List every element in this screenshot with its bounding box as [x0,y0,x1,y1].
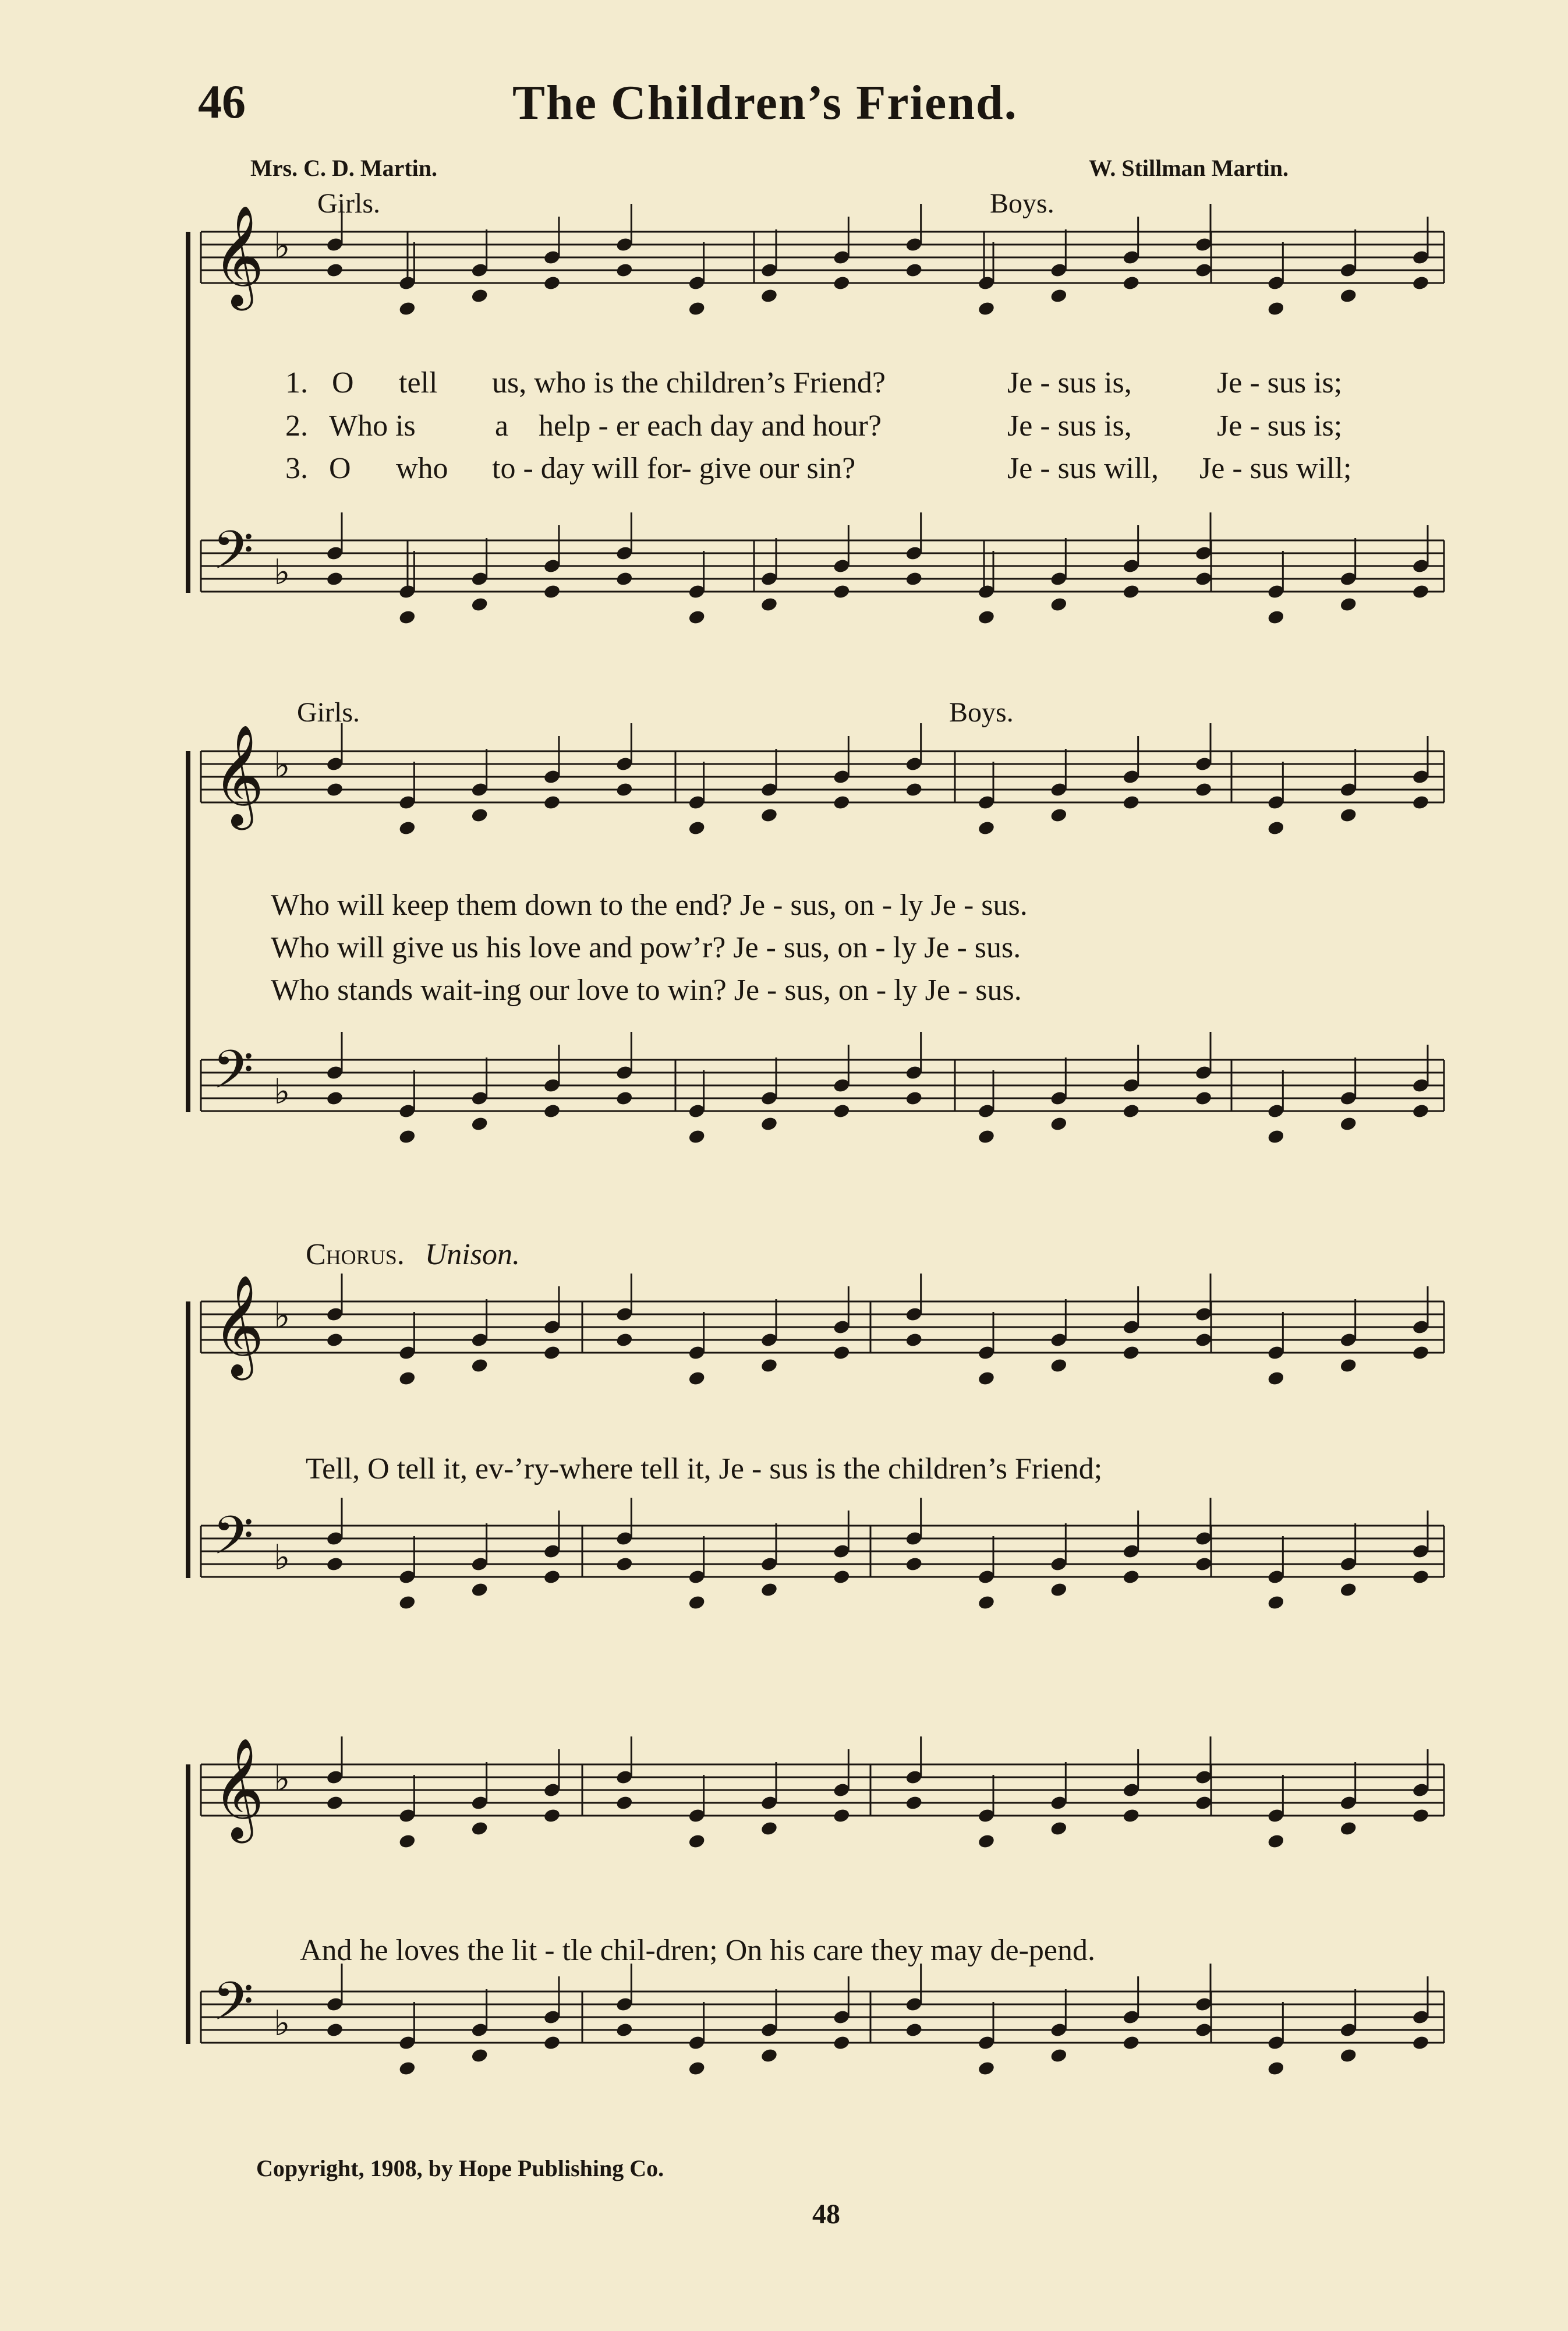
flat-icon: ♭ [274,2003,291,2044]
note-head [470,1820,489,1837]
note-head [615,781,633,798]
note-head [905,1090,923,1106]
note-head [977,820,995,836]
note-head [1411,1808,1429,1824]
part-label-girls-2: Girls. [297,697,360,728]
note-head [543,583,561,600]
note-head [543,2035,561,2051]
note-head [688,300,706,317]
note-head [543,1345,561,1361]
composer-credit: W. Stillman Martin. [1089,155,1289,181]
note-head [615,571,633,587]
note-head [1411,1103,1429,1119]
note-head [325,1090,344,1106]
note-head [1050,1582,1068,1598]
note-head [1267,609,1285,625]
note-head [977,2060,995,2077]
note-head [1411,275,1429,291]
note-head [760,807,778,823]
note-head [1194,1795,1212,1811]
note-head [977,1129,995,1145]
note-head [977,300,995,317]
part-label-girls: Girls. [317,188,380,219]
note-head [760,596,778,613]
note-head [1194,1556,1212,1572]
chorus-label: Chorus. [306,1238,405,1271]
note-head [398,1594,416,1611]
note-head [1050,1820,1068,1837]
note-head [398,300,416,317]
note-head [1122,1569,1140,1585]
note-head [1122,275,1140,291]
note-head [1339,807,1357,823]
note-head [1194,1090,1212,1106]
note-head [470,1582,489,1598]
footer-page-number: 48 [812,2199,840,2230]
note-head [1194,262,1212,278]
note-head [977,1594,995,1611]
note-head [1267,1594,1285,1611]
note-head [760,1820,778,1837]
note-head [1050,288,1068,304]
note-head [688,2060,706,2077]
note-head [470,807,489,823]
note-head [1194,571,1212,587]
note-head [1267,1129,1285,1145]
note-head [615,1795,633,1811]
note-head [688,820,706,836]
bass-clef-icon: 𝄢 [213,1039,254,1113]
treble-clef-icon: 𝄞 [213,724,264,826]
note-head [1122,1345,1140,1361]
note-head [325,1795,344,1811]
note-head [1411,1569,1429,1585]
note-head [760,1116,778,1132]
verse2-line-1: Who will keep them down to the end? Je - sus, on - ly Je - sus. [271,889,1028,922]
note-head [833,1103,851,1119]
note-head [1050,596,1068,613]
note-head [615,1556,633,1572]
note-head [1267,300,1285,317]
note-head [325,571,344,587]
note-head [760,288,778,304]
note-head [398,1370,416,1386]
note-head [470,596,489,613]
note-head [615,2022,633,2038]
note-head [1194,781,1212,798]
note-head [1194,1332,1212,1348]
note-head [470,288,489,304]
bass-clef-icon: 𝄢 [213,519,254,594]
note-head [398,2060,416,2077]
note-head [760,2047,778,2064]
note-head [905,2022,923,2038]
chorus-line-1: Tell, O tell it, ev-’ry-where tell it, Je - sus is the children’s Friend; [306,1452,1103,1485]
note-head [1050,1116,1068,1132]
note-head [615,1332,633,1348]
note-head [1411,583,1429,600]
note-head [543,1103,561,1119]
treble-clef-icon: 𝄞 [213,1738,264,1839]
note-head [1050,807,1068,823]
flat-icon: ♭ [274,226,291,267]
note-marks [188,204,1430,2077]
lyricist-credit: Mrs. C. D. Martin. [250,155,438,181]
note-head [1339,288,1357,304]
note-head [833,1569,851,1585]
note-head [833,794,851,811]
note-head [1122,2035,1140,2051]
note-head [905,262,923,278]
note-head [543,1808,561,1824]
bass-clef-icon: 𝄢 [213,1971,254,2045]
note-head [1122,794,1140,811]
note-head [615,262,633,278]
note-head [325,1556,344,1572]
note-head [833,275,851,291]
treble-clef-icon: 𝄞 [213,205,264,306]
note-head [905,1795,923,1811]
note-head [688,1833,706,1849]
note-head [1267,1833,1285,1849]
note-head [688,1129,706,1145]
chorus-line-2: And he loves the lit - tle chil-dren; On his care they may de-pend. [300,1934,1096,1967]
note-head [398,1833,416,1849]
note-head [1411,794,1429,811]
note-head [1267,820,1285,836]
hymn-title: The Children’s Friend. [512,76,1018,130]
flat-icon: ♭ [274,1759,291,1799]
staff-lines [201,232,1444,2043]
note-head [688,609,706,625]
note-head [1339,1116,1357,1132]
verse2-line-2: Who will give us his love and pow’r? Je - sus, on - ly Je - sus. [271,931,1021,964]
note-head [1122,583,1140,600]
note-head [1267,1370,1285,1386]
note-head [543,794,561,811]
copyright-notice: Copyright, 1908, by Hope Publishing Co. [256,2155,664,2181]
note-head [470,1116,489,1132]
note-head [977,609,995,625]
note-head [1122,1103,1140,1119]
part-label-boys-2: Boys. [949,697,1014,728]
note-head [325,262,344,278]
note-head [977,1370,995,1386]
note-head [543,275,561,291]
note-head [1050,1357,1068,1374]
chorus-direction: Unison. [424,1238,520,1271]
note-head [325,781,344,798]
note-head [833,1808,851,1824]
bass-clef-icon: 𝄢 [213,1505,254,1579]
page-number: 46 [198,75,246,128]
note-head [688,1370,706,1386]
note-head [398,820,416,836]
note-head [615,1090,633,1106]
flat-icon: ♭ [274,552,291,593]
part-label-boys: Boys. [990,188,1054,219]
note-head [1411,2035,1429,2051]
note-head [398,1129,416,1145]
note-head [905,1556,923,1572]
note-head [470,1357,489,1374]
note-head [1411,1345,1429,1361]
flat-icon: ♭ [274,1071,291,1112]
verse2-line-3: Who stands wait-ing our love to win? Je - sus, on - ly Je - sus. [271,974,1022,1007]
flat-icon: ♭ [274,745,291,786]
note-head [905,781,923,798]
flat-icon: ♭ [274,1537,291,1578]
note-head [833,1345,851,1361]
treble-clef-icon: 𝄞 [213,1275,264,1376]
flat-icon: ♭ [274,1296,291,1336]
note-head [1194,2022,1212,2038]
note-head [977,1833,995,1849]
note-head [905,571,923,587]
note-head [1122,1808,1140,1824]
hymn-page: 46 The Children’s Friend. Mrs. C. D. Martin. W. Stillman Martin. Girls. Boys. 1. O tell us, who is the children’s Friend? Je - sus is, Je - sus is; 2. Who is a help - er each day and hour? Je - sus is, Je - sus is; 3. O who to - day will for- give our sin? Je - sus will, Je - sus will; Girls. Boys. Who will keep them down to the end? Je - sus, on - ly Je - sus. Who will give us his love and pow’r? Je - sus, on - ly Je - sus. Who stands wait-ing our love to win? Je - sus, on - ly Je - sus. Chorus. Unison. Tell, O tell it, ev-’ry-where tell it, Je - sus is the children’s Friend; And he loves the lit - tle chil-dren; On his care they may de-pend. Copyright, 1908, by Hope Publishing Co. 48 𝄞 ♭ 𝄢 ♭ 𝄞 ♭ 𝄢 ♭ 𝄞 ♭ 𝄢 ♭ 𝄞 ♭ 𝄢 ♭ [0,0,1568,2331]
note-head [543,1569,561,1585]
note-head [833,2035,851,2051]
note-head [1050,2047,1068,2064]
note-head [1339,1357,1357,1374]
note-head [688,1594,706,1611]
note-head [905,1332,923,1348]
note-head [1339,2047,1357,2064]
note-head [760,1357,778,1374]
note-head [398,609,416,625]
note-head [1339,1820,1357,1837]
note-head [470,2047,489,2064]
note-head [325,2022,344,2038]
note-head [1339,1582,1357,1598]
note-head [1267,2060,1285,2077]
note-head [1339,596,1357,613]
note-head [760,1582,778,1598]
note-head [325,1332,344,1348]
note-head [833,583,851,600]
